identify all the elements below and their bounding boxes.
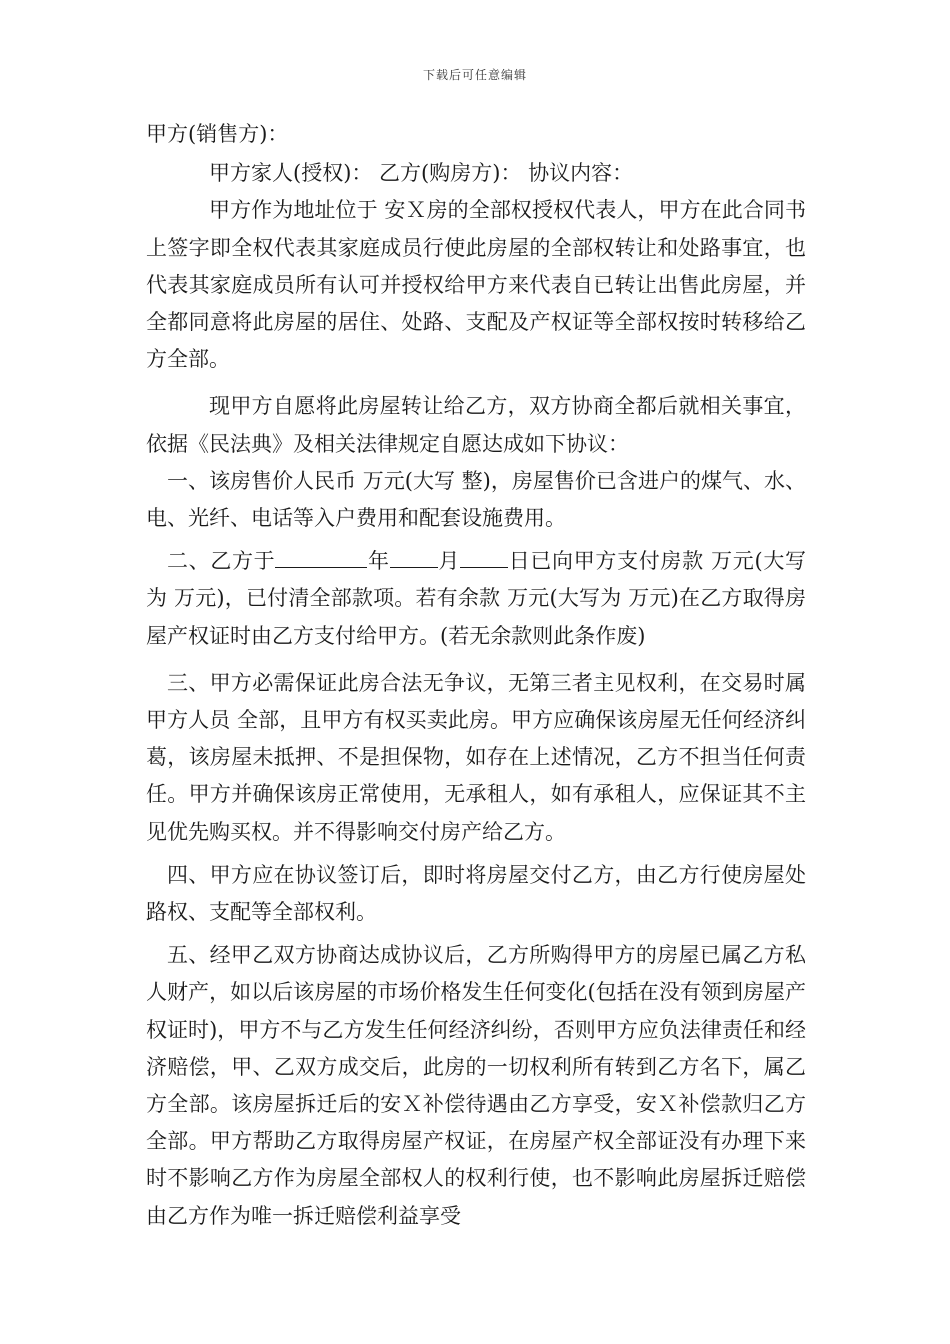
- clause-2-prefix: 二、乙方于: [167, 549, 276, 574]
- agreement-paragraph: 现甲方自愿将此房屋转让给乙方，双方协商全都后就相关事宜，依据《民法典》及相关法律规定自愿达成如下协议：: [146, 394, 806, 456]
- clause-2: [146, 543, 806, 655]
- parties-line: 甲方家人(授权)： 乙方(购房方)： 协议内容：: [209, 161, 634, 186]
- clause-2-rest: 日已向甲方支付房款 万元(大写为 万元)，已付清全部款项。若有余款 万元(大写为 万元)在乙方取得房屋产权证时由乙方支付给甲方。(若无余款则此条作废): [146, 549, 806, 648]
- header-note: 下载后可任意编辑: [422, 68, 527, 82]
- clause-3: 三、甲方必需保证此房合法无争议，无第三者主见权利，在交易时属甲方人员 全部，且甲方有权买卖此房。甲方应确保该房屋无任何经济纠葛，该房屋未抵押、不是担保物，如存在上述情况，乙方不担当任何责任。甲方并确保该房正常使用，无承租人，如有承租人，应保证其不主见优先购买权。并不得影响交付房产给乙方。: [146, 670, 806, 844]
- month-blank: [390, 547, 438, 568]
- day-blank: [460, 547, 508, 568]
- intro-paragraph: 甲方作为地址位于 安Ｘ房的全部权授权代表人，甲方在此合同书上签字即全权代表其家庭成员行使此房屋的全部权转让和处路事宜，也代表其家庭成员所有认可并授权给甲方来代表自已转让出售此房屋，并全都同意将此房屋的居住、处路、支配及产权证等全部权按时转移给乙方全部。: [146, 198, 806, 372]
- seller-label: 甲方(销售方)：: [146, 122, 289, 146]
- document-body: [146, 116, 806, 1235]
- clause-2-year: 年: [367, 549, 390, 574]
- year-blank: [275, 547, 367, 568]
- clause-5: 五、经甲乙双方协商达成协议后，乙方所购得甲方的房屋已属乙方私人财产，如以后该房屋的市场价格发生任何变化(包括在没有领到房屋产权证时)，甲方不与乙方发生任何经济纠纷，否则甲方应负法律责任和经济赔偿，甲、乙双方成交后，此房的一切权利所有转到乙方名下，属乙方全部。该房屋拆迁后的安Ｘ补偿待遇由乙方享受，安Ｘ补偿款归乙方全部。甲方帮助乙方取得房屋产权证，在房屋产权全部证没有办理下来时不影响乙方作为房屋全部权人的权利行使，也不影响此房屋拆迁赔偿由乙方作为唯一拆迁赔偿利益享受: [146, 943, 806, 1228]
- clause-2-month: 月: [437, 549, 461, 574]
- clause-1: 一、该房售价人民币 万元(大写 整)，房屋售价已含进户的煤气、水、电、光纤、电话等入户费用和配套设施费用。: [146, 468, 806, 531]
- clause-4: 四、甲方应在协议签订后，即时将房屋交付乙方，由乙方行使房屋处路权、支配等全部权利。: [146, 862, 806, 925]
